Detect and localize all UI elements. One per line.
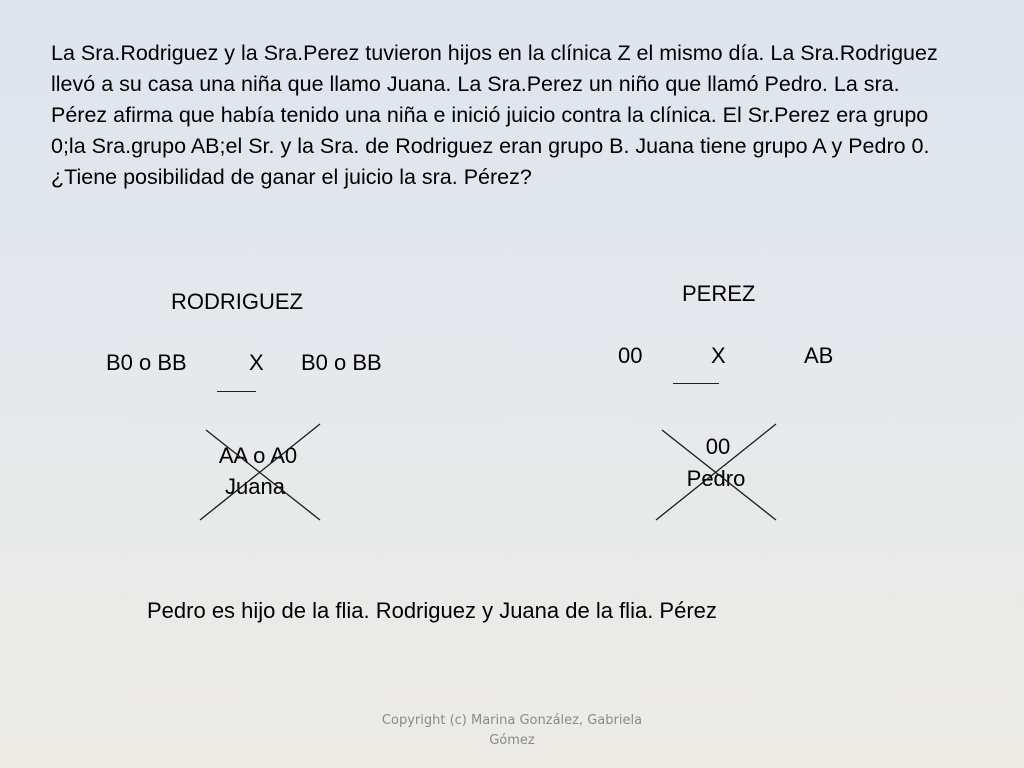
rodriguez-parent2: B0 o BB [301,350,382,375]
conclusion-text: Pedro es hijo de la flia. Rodriguez y Juana de la flia. Pérez [147,598,717,623]
rodriguez-child-genotype: AA o A0 [218,443,298,468]
perez-title: PEREZ [682,281,756,306]
perez-cross-symbol: X [711,343,726,368]
problem-text: La Sra.Rodriguez y la Sra.Perez tuvieron hijos en la clínica Z el mismo día. La Sra.Rodriguez llevó a su casa una niña que llamo Juana. La Sra.Perez un niño que llamó Pedro. La sra. Pérez afirma que había tenido una niña e inició juicio contra la clínica. El Sr.Perez era grupo 0;la Sra.grupo AB;el Sr. y la Sra. de Rodriguez eran grupo B. Juana tiene grupo A y Pedro 0. ¿Tiene posibilidad de ganar el juicio la sra. Pérez? [51,41,938,189]
perez-parent2: AB [804,343,834,368]
rodriguez-title: RODRIGUEZ [171,289,303,314]
rodriguez-cross-line-1 [206,430,320,520]
rodriguez-parent1: B0 o BB [106,350,187,375]
copyright-line-2: Gómez [489,733,535,748]
perez-child-name: Pedro [686,466,746,491]
rodriguez-rejection-cross [196,420,324,524]
perez-child-genotype: 00 [705,434,731,459]
rodriguez-cross-symbol: X [249,350,264,375]
perez-parent1: 00 [618,343,643,368]
rodriguez-underline [217,391,256,392]
perez-cross-line-1 [662,430,776,520]
perez-underline [673,383,719,384]
copyright-line-1: Copyright (c) Marina González, Gabriela [381,713,643,728]
rodriguez-child-name: Juana [225,474,285,499]
copyright-footer [362,711,662,751]
perez-rejection-cross [652,420,780,524]
